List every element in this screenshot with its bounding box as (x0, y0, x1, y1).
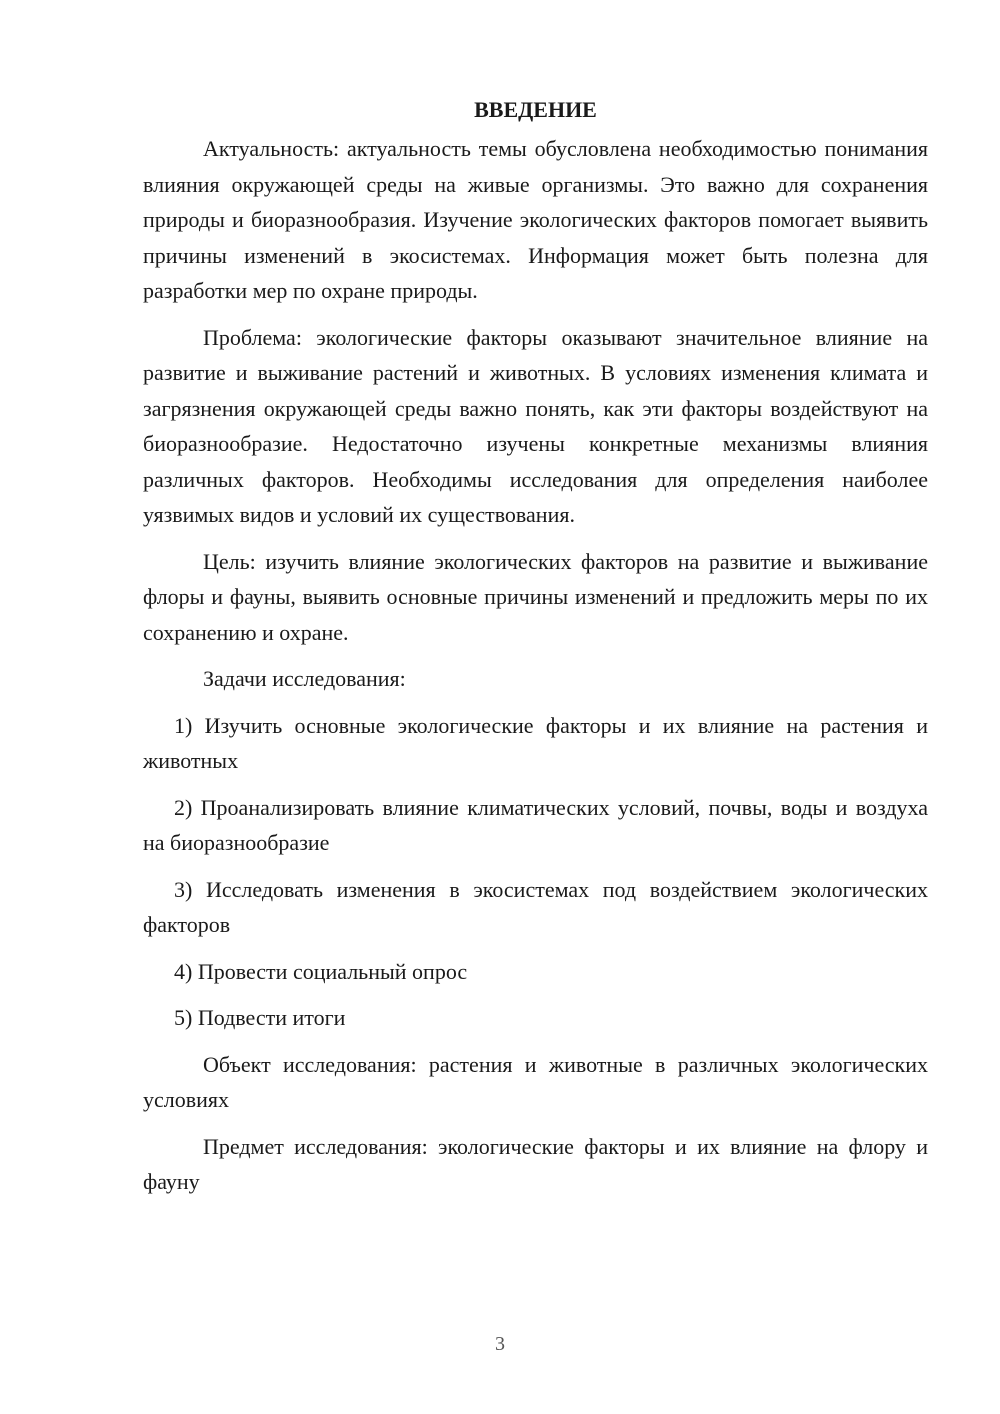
problem-paragraph: Проблема: экологические факторы оказывают значительное влияние на развитие и выживание растений и животных. В условиях изменения климата и загрязнения окружающей среды важно понять, как эти факторы воздействуют на биоразнообразие. Недостаточно изучены конкретные механизмы влияния различных факторов. Необходимы исследования для определения наиболее уязвимых видов и условий их существования. (143, 324, 928, 527)
goal-paragraph: Цель: изучить влияние экологических факторов на развитие и выживание флоры и фауны, выявить основные причины изменений и предложить меры по их сохранению и охране. (143, 548, 928, 645)
subject-paragraph: Предмет исследования: экологические факторы и их влияние на флору и фауну (143, 1133, 928, 1194)
section-title: ВВЕДЕНИЕ (474, 97, 597, 122)
task-item: 1) Изучить основные экологические факторы и их влияние на растения и животных (143, 712, 928, 773)
page-content (143, 92, 928, 1211)
tasks-heading: Задачи исследования: (203, 666, 406, 691)
object-paragraph: Объект исследования: растения и животные в различных экологических условиях (143, 1051, 928, 1112)
task-item: 5) Подвести итоги (174, 1005, 346, 1030)
task-item: 3) Исследовать изменения в экосистемах под воздействием экологических факторов (143, 876, 928, 937)
task-item: 2) Проанализировать влияние климатических условий, почвы, воды и воздуха на биоразнообразие (143, 794, 928, 855)
task-item: 4) Провести социальный опрос (174, 958, 468, 984)
relevance-paragraph: Актуальность: актуальность темы обусловлена необходимостью понимания влияния окружающей среды на живые организмы. Это важно для сохранения природы и биоразнообразия. Изучение экологических факторов помогает выявить причины изменений в экосистемах. Информация может быть полезна для разработки мер по охране природы. (143, 136, 928, 303)
page-number: 3 (495, 1333, 505, 1355)
